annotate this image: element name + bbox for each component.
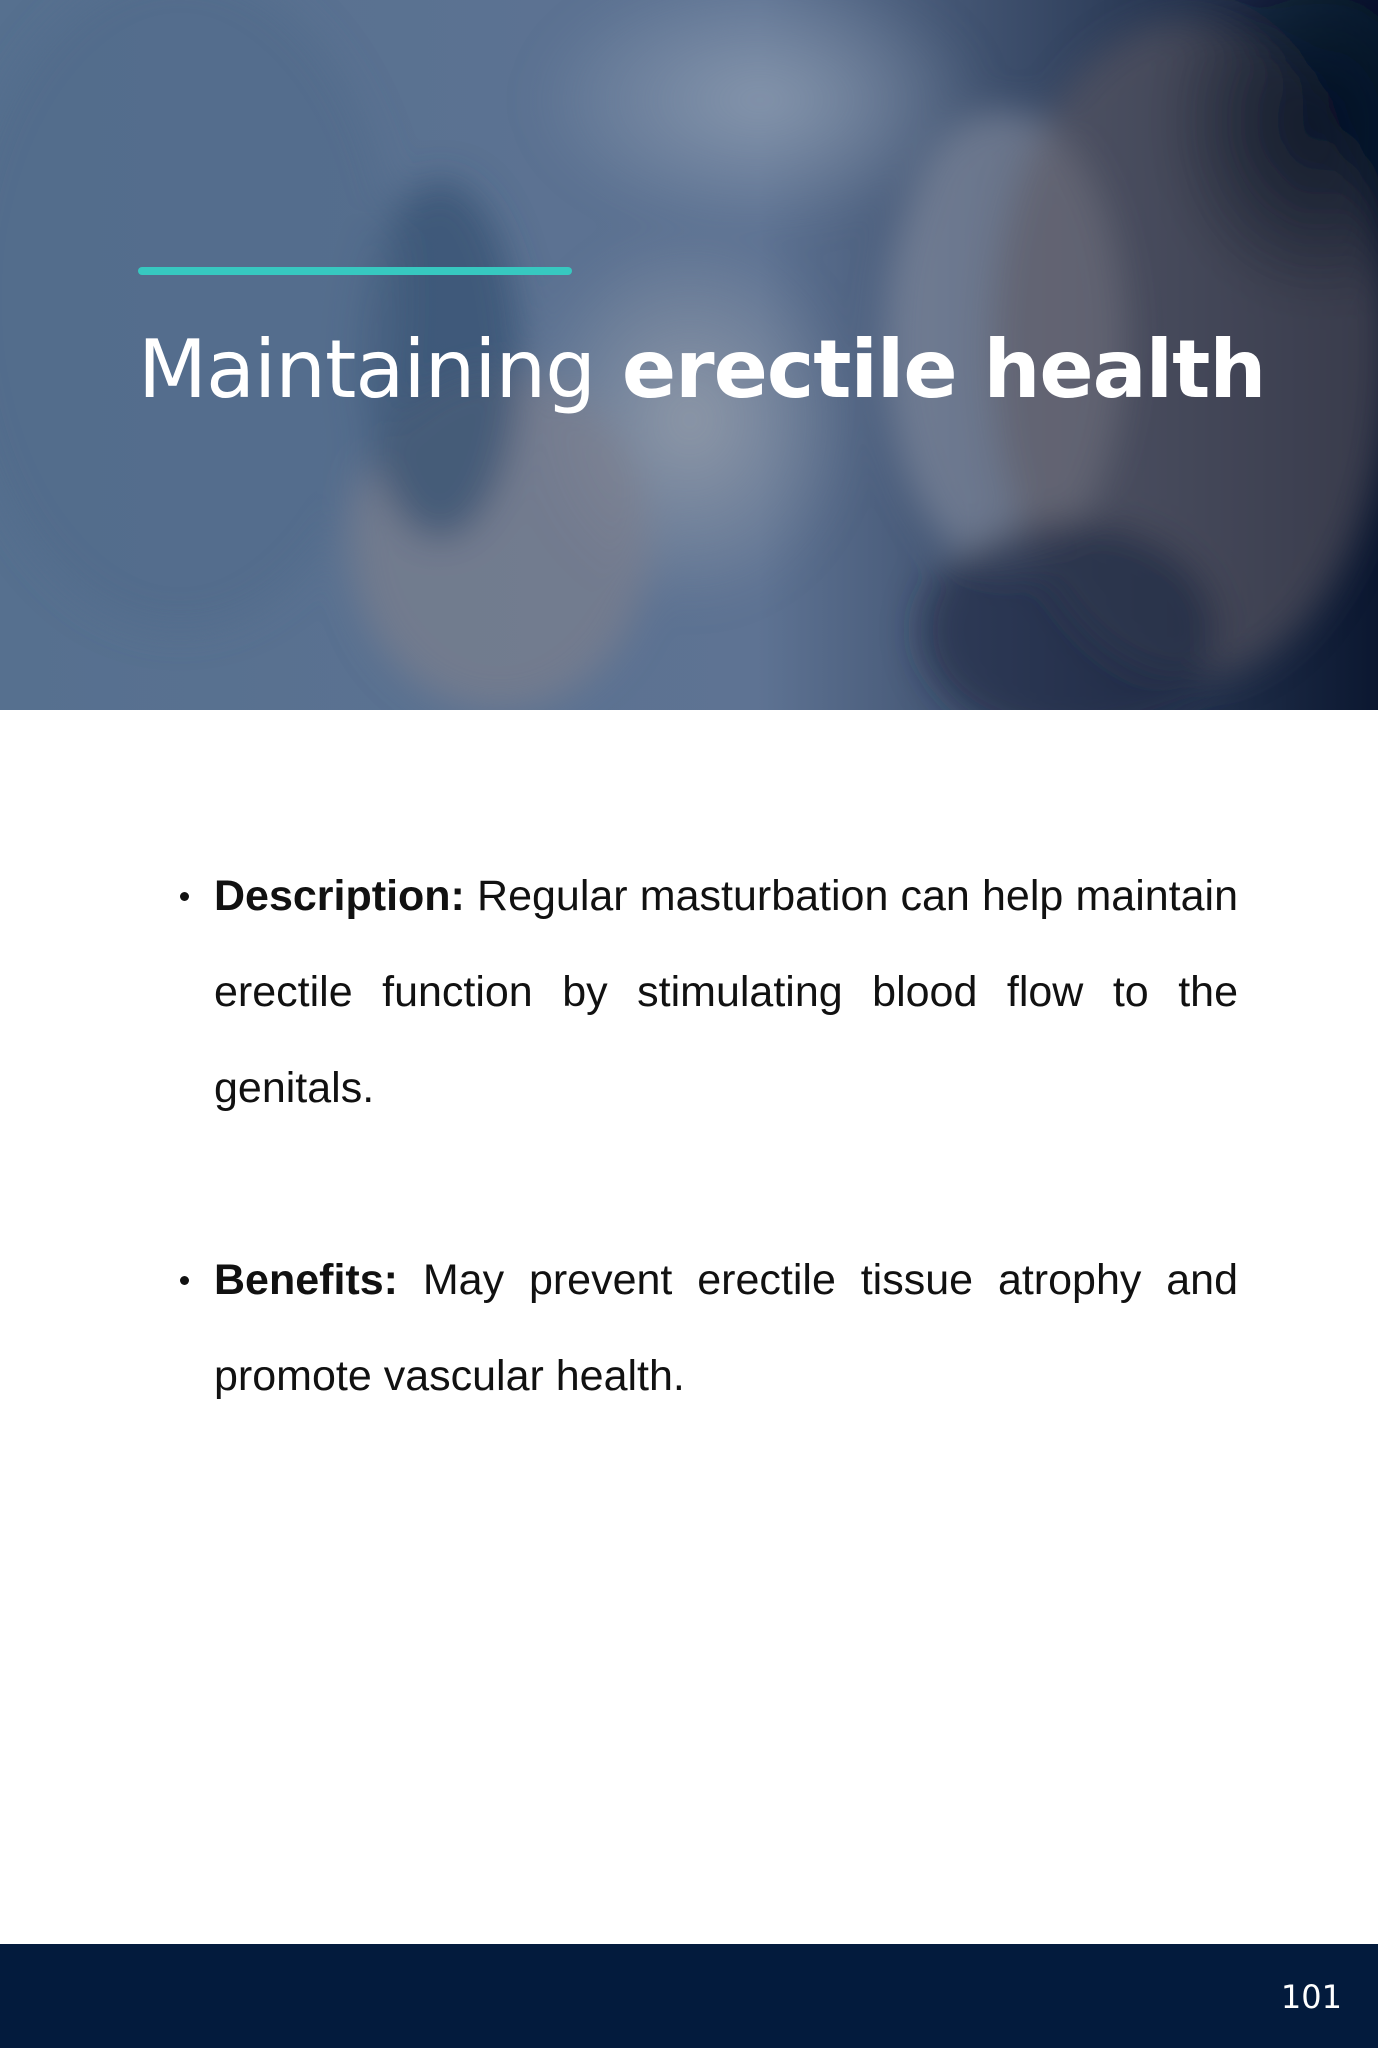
title-bold-text: erectile health [621,323,1266,416]
bullet-term: Description: [214,872,465,920]
page-footer [0,1944,1378,2048]
bullet-term: Benefits: [214,1256,398,1304]
page-title [138,323,1266,416]
bullet-list [214,848,1238,1520]
bullet-text: Regular masturbation can help maintain erectile function by stimulating blood flow to the genitals. [214,872,1238,1112]
bullet-benefits [214,1232,1238,1424]
hero-section [0,0,1378,710]
title-accent-bar [138,267,572,275]
content-area [0,710,1378,1944]
bullet-text: May prevent erectile tissue atrophy and promote vascular health. [214,1256,1238,1400]
title-light-text: Maintaining [138,323,596,416]
page-number: 101 [1280,1978,1342,2016]
bullet-description [214,848,1238,1136]
